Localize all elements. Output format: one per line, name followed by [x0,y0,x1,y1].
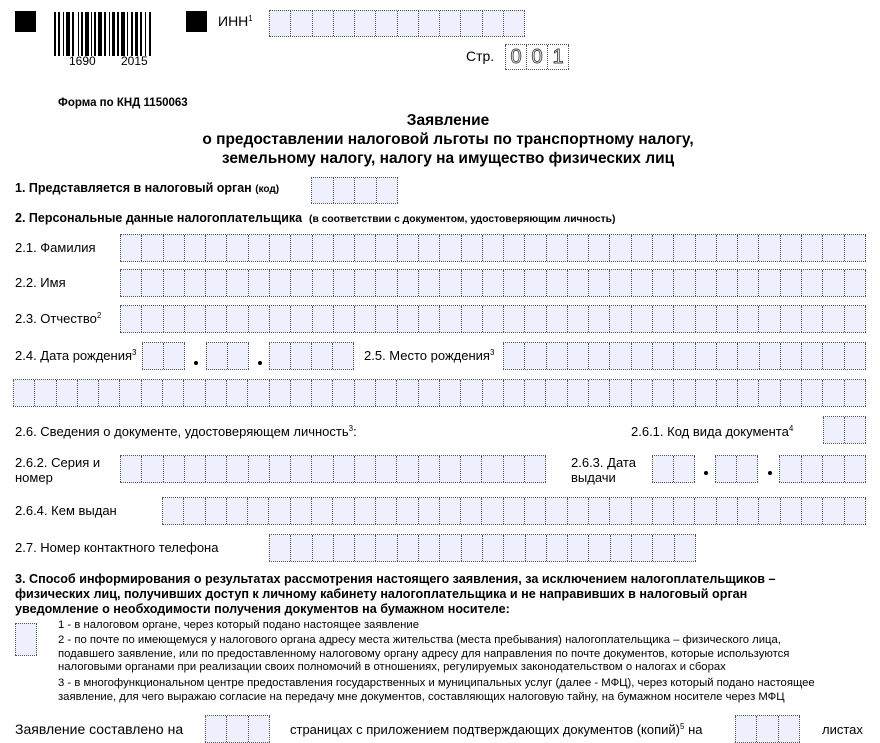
form-knd: Форма по КНД 1150063 [58,97,188,109]
marker-square-right [186,11,207,32]
issue-date-month-field[interactable] [715,455,758,483]
barcode [54,12,168,56]
inn-label: ИНН$^1$ [218,13,253,29]
phone-label: 2.7. Номер контактного телефона [15,540,219,555]
page-digit: 0 [505,45,526,69]
doc-code-label: 2.6.1. Код вида документа$^4$ [631,424,794,439]
notification-method-field[interactable] [15,623,37,656]
surname-label: 2.1. Фамилия [15,240,96,255]
page-digit: 1 [547,45,569,69]
form-title-line2: о предоставлении налоговой льготы по транспортному налогу, [202,131,694,148]
patronymic-field[interactable] [120,305,866,333]
option-2-cont: подавшего заявление, или по предоставленному налоговому органу адресу для направления по почте документов, которые используются [58,648,790,660]
section2-title: 2. Персональные данные налогоплательщика (в соответствии с документом, удостоверяющим личность) [15,211,616,225]
birthdate-year-field[interactable] [269,342,354,370]
birthplace-field-line1[interactable] [503,342,866,370]
inn-field[interactable] [269,10,525,37]
option-2-cont: налоговыми органами при реализации своих полномочий в отношениях, регулируемых законодательством о налогах и сборах [58,661,726,673]
series-number-field[interactable] [120,455,546,483]
option-3-cont: заявление, для чего выражаю согласие на передачу мне документов, составляющих налоговую тайну, на бумажном носителе через МФЦ [58,691,785,703]
issued-by-field[interactable] [162,497,866,525]
phone-field[interactable] [269,534,696,562]
date-separator-dot [194,361,198,365]
form-title-line3: земельному налогу, налогу на имущество физических лиц [221,150,675,167]
issue-date-year-field[interactable] [779,455,866,483]
page-label: Стр. [466,48,495,64]
section1-label: 1. Представляется в налоговый орган (код) [15,181,280,195]
section3-title-line3: уведомление о необходимости получения документов на бумажном носителе: [15,602,510,616]
date-separator-dot [258,361,262,365]
section3-title-line1: 3. Способ информирования о результатах рассмотрения настоящего заявления, за исключением налогоплательщиков – [15,572,776,586]
pages-with-label: страницах с приложением подтверждающих документов (копий)$^5$ на [290,722,703,737]
option-2: 2 - по почте по имеющемуся у налогового органа адресу места жительства (места пребывания) налогоплательщика – физического лица, [58,634,781,646]
page-number-field[interactable] [505,44,569,70]
barcode-number-2: 2015 [121,54,148,68]
section3-title-line2: физических лиц, получивших доступ к личному кабинету налогоплательщика и не направивших в налоговый орган [15,587,748,601]
option-3: 3 - в многофункциональном центре предоставления государственных и муниципальных услуг (далее - МФЦ), через который подано настоящее [58,677,815,689]
surname-field[interactable] [120,234,866,262]
issue-date-label: 2.6.3. Дата выдачи [571,455,636,485]
page-digit: 0 [526,45,547,69]
sheets-count-field[interactable] [735,715,800,743]
issue-date-day-field[interactable] [652,455,695,483]
birthdate-label: 2.4. Дата рождения$^3$ [15,348,137,363]
option-1: 1 - в налоговом органе, через который подано настоящее заявление [58,619,420,631]
birthplace-label: 2.5. Место рождения$^3$ [364,348,495,363]
composed-on-label: Заявление составлено на [15,721,184,737]
date-separator-dot [704,471,708,475]
doc-code-field[interactable] [823,416,866,444]
identity-document-label: 2.6. Сведения о документе, удостоверяющем личность$^3$: [15,424,357,439]
name-field[interactable] [120,269,866,297]
date-separator-dot [768,471,772,475]
form-title-line1: Заявление [406,112,490,129]
birthdate-day-field[interactable] [142,342,185,370]
birthplace-field-line2[interactable] [13,379,866,407]
birthdate-month-field[interactable] [206,342,249,370]
patronymic-label: 2.3. Отчество$^2$ [15,311,102,326]
series-number-label: 2.6.2. Серия и номер [15,455,101,485]
marker-square-left [15,11,36,32]
barcode-number-1: 1690 [69,54,96,68]
name-label: 2.2. Имя [15,275,66,290]
tax-authority-code-field[interactable] [311,177,398,204]
issued-by-label: 2.6.4. Кем выдан [15,503,117,518]
sheets-label: листах [822,722,863,737]
pages-count-field[interactable] [205,715,270,743]
